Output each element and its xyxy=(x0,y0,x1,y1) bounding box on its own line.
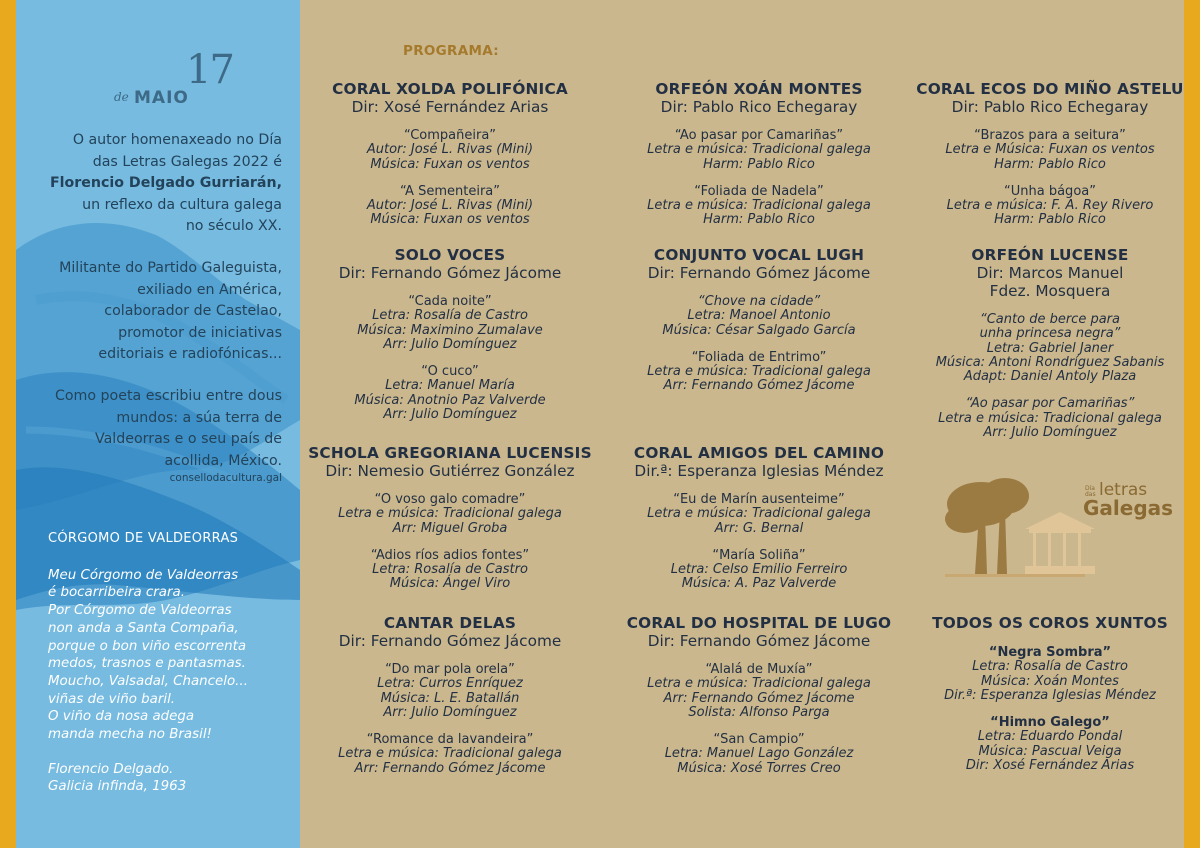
song-credit: Letra: Celso Emilio Ferreiro xyxy=(670,562,848,578)
song-title: “Ao pasar por Camariñas” xyxy=(965,396,1135,412)
song-credit: Música: A. Paz Valverde xyxy=(681,576,837,592)
intro-paragraph-3 xyxy=(26,386,282,472)
song-credit: Letra: Manuel María xyxy=(385,378,515,394)
song-credit: Música: Fuxan os ventos xyxy=(370,156,530,172)
song-entry xyxy=(305,733,595,776)
logo-small-text: Día das xyxy=(1085,485,1096,498)
poem-line: non anda a Santa Compaña, xyxy=(48,620,239,636)
song-title: “Cada noite” xyxy=(408,294,492,309)
song-credit: Harm: Pablo Rico xyxy=(703,212,815,228)
intro-line: mundos: a súa terra de xyxy=(116,409,282,426)
song-credit: Arr: Miguel Groba xyxy=(392,520,508,536)
song-credit: Música: Fuxan os ventos xyxy=(370,212,530,228)
choir-director: Dir: Marcos Manuel xyxy=(976,264,1124,282)
song-title: “O cuco” xyxy=(421,364,479,380)
song-credit: Dir: Xosé Fernández Arias xyxy=(965,758,1135,774)
intro-line: no século XX. xyxy=(185,218,282,234)
choir-name: SOLO VOCES xyxy=(394,246,506,264)
song-credit: Arr: Fernando Gómez Jácome xyxy=(663,690,855,706)
song-title: “María Soliña” xyxy=(712,547,806,563)
poem-signature-source: Galicia infinda, 1963 xyxy=(48,779,187,795)
song-credit: Arr: Julio Domínguez xyxy=(983,425,1117,441)
song-title: “Compañeira” xyxy=(403,128,497,143)
poem-title: CÓRGOMO DE VALDEORRAS xyxy=(48,531,239,546)
song-title: “Foliada de Entrimo” xyxy=(691,349,827,365)
song-credit: Letra: Gabriel Janer xyxy=(986,340,1114,356)
choir-block xyxy=(905,80,1195,228)
song-credit: Música: Anotnio Paz Valverde xyxy=(354,392,546,408)
song-title: “Brazos para a seitura” xyxy=(974,128,1126,143)
choir-block xyxy=(305,444,595,592)
song-entry xyxy=(905,397,1195,440)
song-title: “Chove na cidade” xyxy=(697,294,821,309)
choir-block xyxy=(614,444,904,592)
song-credit: Arr: Fernando Gómez Jácome xyxy=(663,378,855,394)
song-title: “Eu de Marín ausenteime” xyxy=(673,492,845,507)
choir-block xyxy=(305,246,595,422)
choir-block xyxy=(905,246,1195,440)
date-month: MAIO xyxy=(134,88,189,108)
poem-signature: Florencio Delgado. xyxy=(48,761,174,777)
choir-director-line2: Fdez. Mosquera xyxy=(989,282,1111,300)
logo-word-letras: letras xyxy=(1099,480,1148,500)
intro-line: O autor homenaxeado no Día xyxy=(72,132,282,148)
song-credit: Letra e Música: Fuxan os ventos xyxy=(945,142,1155,158)
date-logo xyxy=(112,46,233,116)
intro-line: exiliado en América, xyxy=(137,281,282,298)
song-credit: Arr: Julio Domínguez xyxy=(383,704,517,720)
song-credit: Solista: Alfonso Parga xyxy=(688,704,830,720)
song-credit: Harm: Pablo Rico xyxy=(703,156,815,172)
choir-block xyxy=(305,80,595,228)
song-entry xyxy=(614,185,904,228)
choir-block xyxy=(614,246,904,394)
song-credit: Letra: Rosalía de Castro xyxy=(972,659,1128,675)
song-credit: Letra e música: F. A. Rey Rivero xyxy=(946,198,1154,214)
choir-name: CORAL ECOS DO MIÑO ASTELU xyxy=(916,80,1184,98)
left-border xyxy=(0,0,16,848)
song-credit: Autor: José L. Rivas (Mini) xyxy=(366,142,534,158)
choir-block xyxy=(905,614,1195,773)
choir-name: CORAL AMIGOS DEL CAMINO xyxy=(633,444,885,462)
song-credit: Dir.ª: Esperanza Iglesias Méndez xyxy=(944,687,1156,703)
choir-name: TODOS OS COROS XUNTOS xyxy=(932,614,1168,632)
choir-director: Dir: Xosé Fernández Arias xyxy=(351,98,549,116)
song-entry xyxy=(614,351,904,394)
poem-line: Moucho, Valsadal, Chancelo... xyxy=(48,673,248,689)
song-entry xyxy=(305,365,595,422)
song-credit: Letra e música: Tradicional galega xyxy=(647,198,871,214)
song-credit: Música: Pascual Veiga xyxy=(978,743,1122,759)
logo-word-galegas: Galegas xyxy=(1083,496,1174,520)
song-entry xyxy=(305,185,595,228)
poem-line: Por Córgomo de Valdeorras xyxy=(48,603,232,619)
intro-line: das Letras Galegas 2022 é xyxy=(92,153,282,170)
intro-paragraph-2 xyxy=(26,258,282,366)
song-entry xyxy=(614,663,904,720)
song-title: “O voso galo comadre” xyxy=(374,492,526,507)
program-heading: PROGRAMA: xyxy=(403,43,499,59)
song-entry xyxy=(905,185,1195,228)
poem-line: Meu Córgomo de Valdeorras xyxy=(48,567,239,583)
song-credit: Letra: Rosalía de Castro xyxy=(372,308,528,324)
song-entry xyxy=(305,549,595,592)
song-credit: Música: Maximino Zumalave xyxy=(357,322,543,338)
poem-line: O viño da nosa adega xyxy=(48,709,195,725)
date-day: 17 xyxy=(186,47,233,93)
song-credit: Adapt: Daniel Antoly Plaza xyxy=(963,369,1137,385)
song-credit: Letra e música: Tradicional galega xyxy=(338,506,562,522)
song-credit: Letra: Eduardo Pondal xyxy=(977,729,1123,745)
intro-line: acollida, México. xyxy=(164,452,282,469)
song-entry xyxy=(305,663,595,720)
song-credit: Harm: Pablo Rico xyxy=(994,212,1106,228)
song-entry xyxy=(905,646,1195,703)
choir-director: Dir: Fernando Gómez Jácome xyxy=(647,632,871,650)
song-entry xyxy=(305,295,595,352)
intro-line: colaborador de Castelao, xyxy=(104,303,282,319)
song-entry xyxy=(614,549,904,592)
left-panel xyxy=(16,0,300,848)
choir-name: CORAL XOLDA POLIFÓNICA xyxy=(332,80,568,98)
intro-line: Como poeta escribiu entre dous xyxy=(54,388,282,404)
choir-director: Dir: Pablo Rico Echegaray xyxy=(660,98,858,116)
intro-line: Militante do Partido Galeguista, xyxy=(59,260,282,276)
song-credit: Música: Antoni Rondríguez Sabanis xyxy=(935,354,1165,370)
song-title: “Foliada de Nadela” xyxy=(694,183,824,199)
song-entry xyxy=(905,129,1195,172)
choir-director: Dir: Pablo Rico Echegaray xyxy=(951,98,1149,116)
song-credit: Letra: Manuel Lago González xyxy=(664,746,854,762)
choir-block xyxy=(305,614,595,776)
letras-galegas-logo xyxy=(945,474,1175,584)
choir-name: SCHOLA GREGORIANA LUCENSIS xyxy=(308,444,592,462)
song-title: “Adios ríos adios fontes” xyxy=(370,547,530,563)
song-credit: Letra e música: Tradicional galega xyxy=(647,506,871,522)
song-title: “Negra Sombra” xyxy=(988,645,1112,660)
song-credit: Letra e música: Tradicional galega xyxy=(647,142,871,158)
song-entry xyxy=(614,129,904,172)
poem-line: é bocarribeira crara. xyxy=(48,585,185,601)
choir-director: Dir: Fernando Gómez Jácome xyxy=(338,264,562,282)
song-entry xyxy=(905,313,1195,384)
song-title: “Unha bágoa” xyxy=(1004,183,1096,199)
choir-block xyxy=(614,614,904,776)
song-credit: Letra e música: Tradicional galega xyxy=(938,410,1162,426)
poem-line: manda mecha no Brasil! xyxy=(48,727,212,743)
song-credit: Música: Xosé Torres Creo xyxy=(677,760,841,776)
date-prefix: de xyxy=(114,90,129,104)
song-entry xyxy=(905,716,1195,773)
song-credit: Letra: Rosalía de Castro xyxy=(372,562,528,578)
song-title: “Himno Galego” xyxy=(990,715,1110,731)
choir-name: ORFEÓN XOÁN MONTES xyxy=(655,80,863,98)
song-credit: Letra e música: Tradicional galega xyxy=(647,676,871,692)
song-credit: Arr: G. Bernal xyxy=(714,520,804,536)
choir-director: Dir: Nemesio Gutiérrez González xyxy=(325,462,575,480)
song-credit: Autor: José L. Rivas (Mini) xyxy=(366,198,534,214)
poem xyxy=(48,530,298,796)
choir-block xyxy=(614,80,904,228)
song-title: “A Sementeira” xyxy=(400,183,500,199)
song-credit: Letra: Curros Enríquez xyxy=(377,676,523,692)
choir-director: Dir: Fernando Gómez Jácome xyxy=(338,632,562,650)
intro-line: un reflexo da cultura galega xyxy=(82,196,282,213)
intro-line: editoriais e radiofónicas... xyxy=(98,346,282,362)
song-credit: Música: L. E. Batallán xyxy=(380,690,520,706)
intro-line: promotor de iniciativas xyxy=(118,324,282,341)
song-credit: Letra e música: Tradicional galega xyxy=(647,364,871,380)
song-credit: Arr: Fernando Gómez Jácome xyxy=(354,760,546,776)
song-entry xyxy=(614,295,904,338)
song-credit: Harm: Pablo Rico xyxy=(994,156,1106,172)
song-entry xyxy=(614,493,904,536)
choir-director: Dir.ª: Esperanza Iglesias Méndez xyxy=(634,462,884,480)
choir-director: Dir: Fernando Gómez Jácome xyxy=(647,264,871,282)
song-credit: Música: César Salgado García xyxy=(662,322,856,338)
song-entry xyxy=(305,129,595,172)
intro-line: Valdeorras e o seu país de xyxy=(95,431,282,447)
choir-name: CANTAR DELAS xyxy=(383,614,517,632)
choir-name: CORAL DO HOSPITAL DE LUGO xyxy=(626,614,892,632)
song-title: “Ao pasar por Camariñas” xyxy=(674,128,844,143)
song-title-line2: unha princesa negra” xyxy=(979,326,1121,342)
song-credit: Letra e música: Tradicional galega xyxy=(338,746,562,762)
intro-paragraph-1 xyxy=(26,130,282,238)
song-title: “San Campio” xyxy=(713,732,805,748)
song-entry xyxy=(305,493,595,536)
song-title: “Romance da lavandeira” xyxy=(366,732,534,748)
source-credit: consellodacultura.gal xyxy=(169,472,282,484)
poem-line: porque o bon viño escorrenta xyxy=(48,638,247,654)
song-credit: Letra: Manoel Antonio xyxy=(687,308,831,324)
song-title: “Do mar pola orela” xyxy=(385,662,515,677)
choir-name: ORFEÓN LUCENSE xyxy=(971,246,1129,264)
song-credit: Música: Xoán Montes xyxy=(981,673,1119,689)
song-credit: Arr: Julio Domínguez xyxy=(383,336,517,352)
song-credit: Arr: Julio Domínguez xyxy=(383,407,517,423)
song-title: “Alalá de Muxía” xyxy=(705,662,813,677)
choir-name: CONJUNTO VOCAL LUGH xyxy=(653,246,865,264)
intro-line: Florencio Delgado Gurriarán, xyxy=(49,175,282,191)
poem-line: medos, trasnos e pantasmas. xyxy=(48,656,246,672)
song-credit: Música: Ángel Viro xyxy=(389,576,511,592)
song-entry xyxy=(614,733,904,776)
song-title: “Canto de berce para xyxy=(980,312,1120,327)
poem-line: viñas de viño baril. xyxy=(48,691,176,707)
